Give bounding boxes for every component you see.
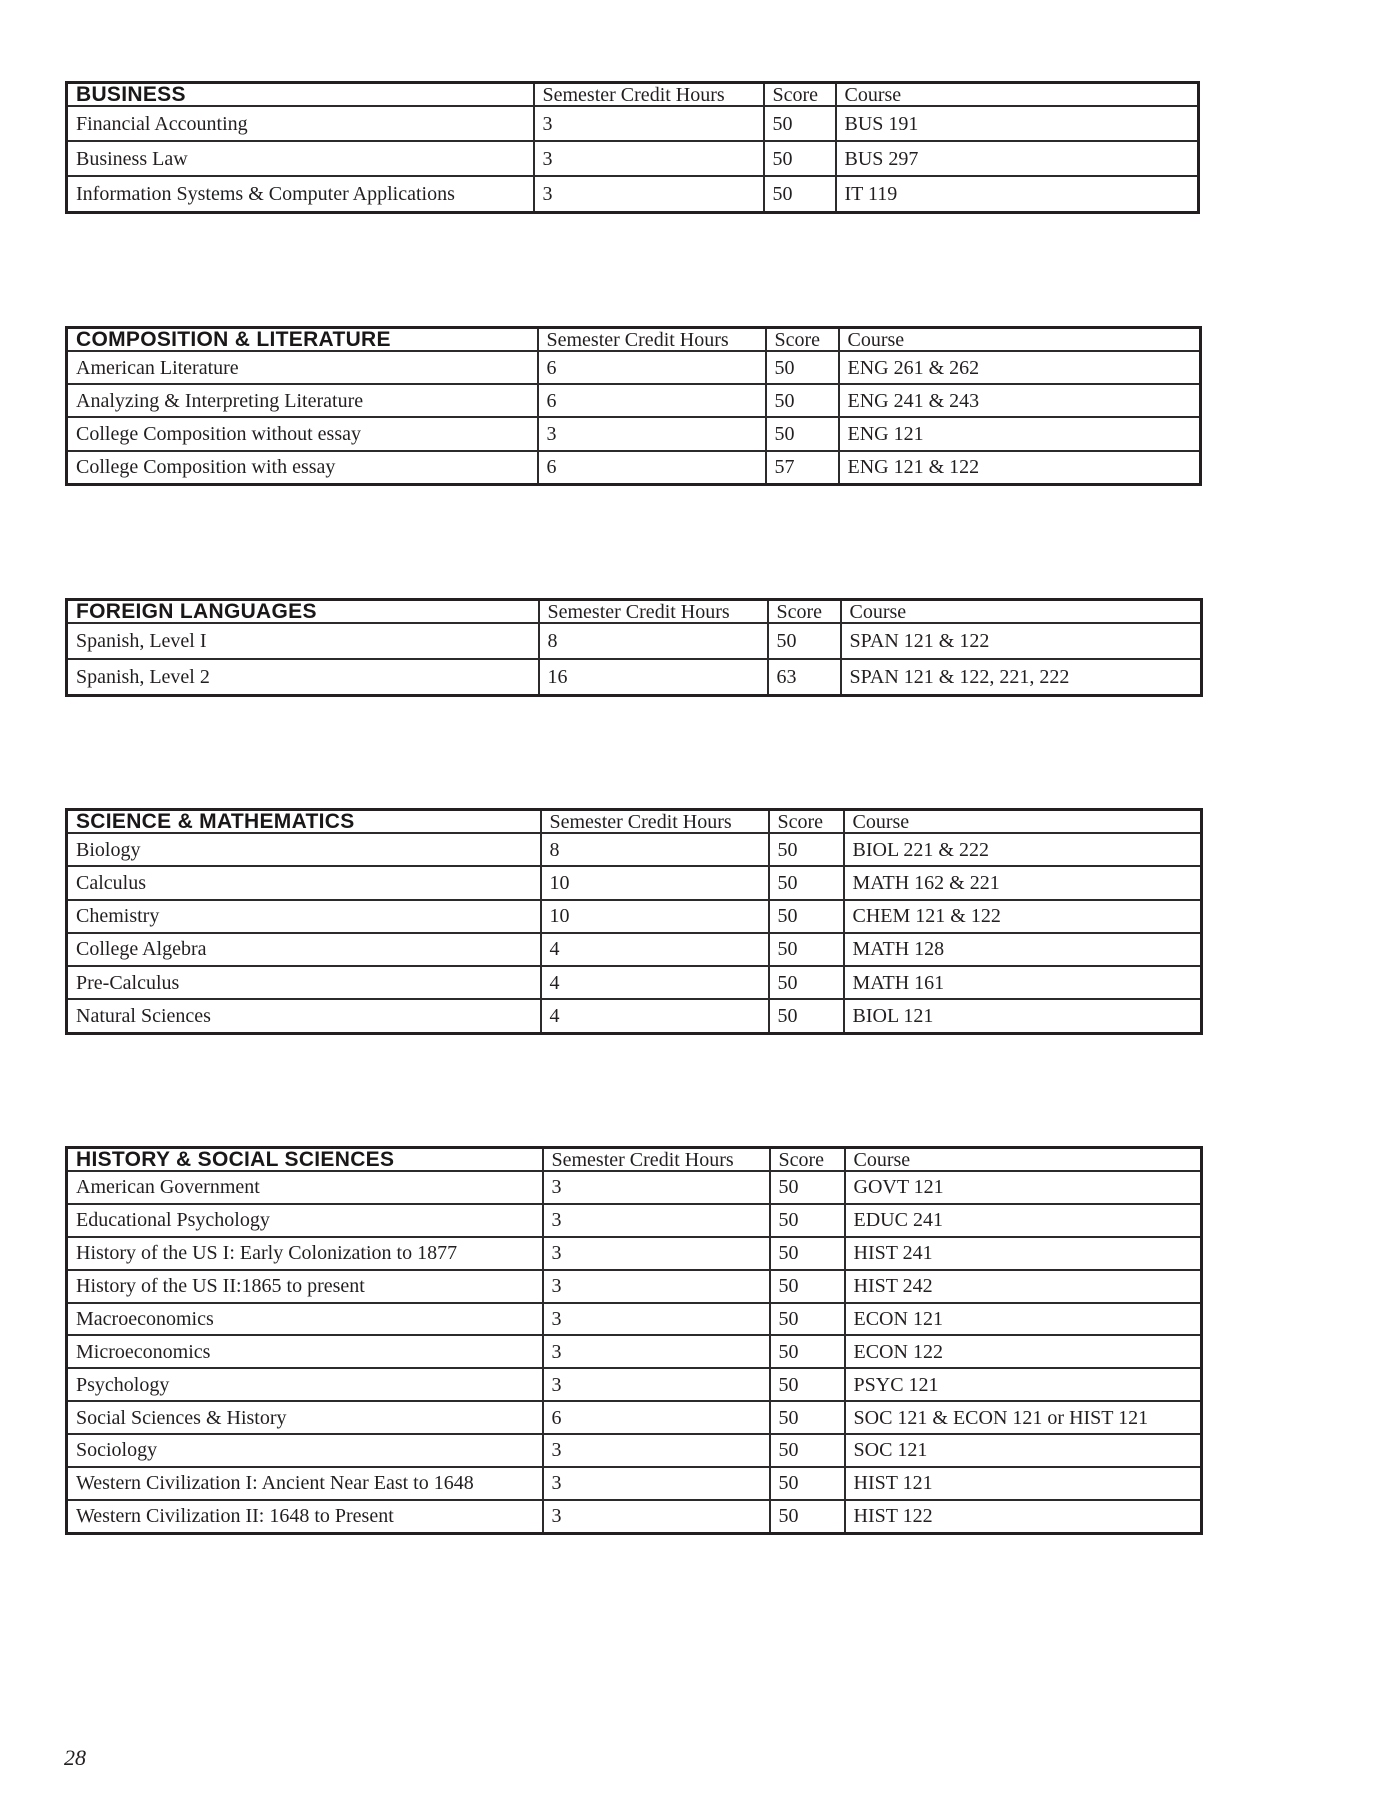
credit-hours-cell: 4	[541, 933, 769, 966]
section-table-foreign-languages	[65, 598, 1203, 697]
table-row	[67, 999, 1202, 1033]
table-row	[67, 1401, 1202, 1434]
course-cell: BUS 191	[836, 106, 1199, 141]
exam-name-cell: Microeconomics	[67, 1335, 543, 1368]
table-row	[67, 1434, 1202, 1467]
course-cell: ENG 121 & 122	[839, 451, 1201, 485]
course-cell: IT 119	[836, 176, 1199, 212]
score-cell: 50	[766, 417, 839, 450]
exam-name-cell: Social Sciences & History	[67, 1401, 543, 1434]
score-cell: 50	[770, 1335, 845, 1368]
table-header-row	[67, 83, 1199, 107]
score-cell: 50	[769, 900, 844, 933]
column-header-credit-hours: Semester Credit Hours	[534, 83, 764, 107]
credit-hours-cell: 10	[541, 866, 769, 899]
credit-hours-cell: 3	[543, 1434, 770, 1467]
section-title: SCIENCE & MATHEMATICS	[67, 810, 541, 834]
credit-hours-cell: 3	[543, 1368, 770, 1401]
score-cell: 50	[769, 833, 844, 866]
score-cell: 50	[770, 1270, 845, 1303]
credit-hours-cell: 8	[541, 833, 769, 866]
column-header-score: Score	[769, 810, 844, 834]
exam-name-cell: Pre-Calculus	[67, 966, 541, 999]
section-title: HISTORY & SOCIAL SCIENCES	[67, 1148, 543, 1172]
exam-name-cell: College Algebra	[67, 933, 541, 966]
table-row	[67, 1204, 1202, 1237]
exam-name-cell: Natural Sciences	[67, 999, 541, 1033]
column-header-course: Course	[844, 810, 1202, 834]
course-cell: MATH 162 & 221	[844, 866, 1202, 899]
course-cell: HIST 122	[845, 1500, 1202, 1534]
course-cell: SOC 121 & ECON 121 or HIST 121	[845, 1401, 1202, 1434]
course-cell: BUS 297	[836, 141, 1199, 176]
course-cell: ENG 261 & 262	[839, 351, 1201, 384]
exam-name-cell: History of the US I: Early Colonization to 1877	[67, 1237, 543, 1270]
score-cell: 50	[770, 1204, 845, 1237]
table-row	[67, 384, 1201, 417]
exam-name-cell: American Government	[67, 1171, 543, 1204]
score-cell: 50	[766, 351, 839, 384]
credit-hours-cell: 6	[543, 1401, 770, 1434]
score-cell: 50	[770, 1303, 845, 1336]
table-row	[67, 176, 1199, 212]
table-row	[67, 1303, 1202, 1336]
course-cell: SPAN 121 & 122, 221, 222	[841, 659, 1202, 696]
table-row	[67, 623, 1202, 659]
exam-name-cell: Educational Psychology	[67, 1204, 543, 1237]
section-table-composition-literature	[65, 326, 1202, 486]
score-cell: 50	[770, 1237, 845, 1270]
course-cell: CHEM 121 & 122	[844, 900, 1202, 933]
exam-name-cell: Macroeconomics	[67, 1303, 543, 1336]
table-header-row	[67, 810, 1202, 834]
table-header-row	[67, 1148, 1202, 1172]
credit-hours-cell: 3	[543, 1171, 770, 1204]
section-table-history-social-sciences	[65, 1146, 1203, 1535]
column-header-score: Score	[764, 83, 836, 107]
table-row	[67, 1335, 1202, 1368]
credit-hours-cell: 3	[543, 1204, 770, 1237]
score-cell: 50	[764, 176, 836, 212]
credit-hours-cell: 3	[543, 1270, 770, 1303]
course-cell: ENG 241 & 243	[839, 384, 1201, 417]
exam-name-cell: Analyzing & Interpreting Literature	[67, 384, 538, 417]
table-row	[67, 1467, 1202, 1500]
credit-hours-cell: 3	[543, 1303, 770, 1336]
section-title: BUSINESS	[67, 83, 534, 107]
credit-hours-cell: 3	[534, 176, 764, 212]
score-cell: 50	[770, 1171, 845, 1204]
credit-hours-cell: 4	[541, 966, 769, 999]
section-title: FOREIGN LANGUAGES	[67, 600, 539, 624]
course-cell: MATH 161	[844, 966, 1202, 999]
course-cell: ENG 121	[839, 417, 1201, 450]
score-cell: 50	[769, 866, 844, 899]
credit-hours-cell: 4	[541, 999, 769, 1033]
table-header-row	[67, 600, 1202, 624]
exam-name-cell: Biology	[67, 833, 541, 866]
column-header-course: Course	[841, 600, 1202, 624]
table-row	[67, 417, 1201, 450]
table-row	[67, 933, 1202, 966]
exam-name-cell: Spanish, Level I	[67, 623, 539, 659]
credit-hours-cell: 16	[539, 659, 768, 696]
page-number: 28	[64, 1745, 86, 1770]
score-cell: 57	[766, 451, 839, 485]
score-cell: 50	[769, 966, 844, 999]
credit-hours-cell: 3	[543, 1237, 770, 1270]
table-row	[67, 351, 1201, 384]
exam-name-cell: Business Law	[67, 141, 534, 176]
table-row	[67, 966, 1202, 999]
course-cell: HIST 121	[845, 1467, 1202, 1500]
table-row	[67, 1237, 1202, 1270]
column-header-credit-hours: Semester Credit Hours	[543, 1148, 770, 1172]
section-table-science-mathematics	[65, 808, 1203, 1035]
score-cell: 50	[764, 141, 836, 176]
table-row	[67, 451, 1201, 485]
course-cell: MATH 128	[844, 933, 1202, 966]
table-row	[67, 833, 1202, 866]
score-cell: 50	[769, 999, 844, 1033]
course-cell: SPAN 121 & 122	[841, 623, 1202, 659]
credit-hours-cell: 6	[538, 351, 766, 384]
score-cell: 50	[770, 1368, 845, 1401]
exam-name-cell: Western Civilization II: 1648 to Present	[67, 1500, 543, 1534]
table-row	[67, 1368, 1202, 1401]
column-header-score: Score	[766, 328, 839, 352]
score-cell: 50	[764, 106, 836, 141]
credit-hours-cell: 3	[538, 417, 766, 450]
table-row	[67, 141, 1199, 176]
column-header-credit-hours: Semester Credit Hours	[539, 600, 768, 624]
score-cell: 50	[770, 1467, 845, 1500]
course-cell: BIOL 221 & 222	[844, 833, 1202, 866]
table-row	[67, 866, 1202, 899]
score-cell: 63	[768, 659, 841, 696]
section-title: COMPOSITION & LITERATURE	[67, 328, 538, 352]
course-cell: BIOL 121	[844, 999, 1202, 1033]
course-cell: GOVT 121	[845, 1171, 1202, 1204]
table-row	[67, 1500, 1202, 1534]
exam-name-cell: Sociology	[67, 1434, 543, 1467]
column-header-score: Score	[768, 600, 841, 624]
exam-name-cell: Information Systems & Computer Applications	[67, 176, 534, 212]
score-cell: 50	[768, 623, 841, 659]
table-row	[67, 659, 1202, 696]
score-cell: 50	[770, 1401, 845, 1434]
credit-hours-cell: 6	[538, 384, 766, 417]
section-table-business	[65, 81, 1200, 214]
exam-name-cell: Chemistry	[67, 900, 541, 933]
credit-hours-cell: 3	[543, 1467, 770, 1500]
table-row	[67, 1171, 1202, 1204]
score-cell: 50	[770, 1434, 845, 1467]
exam-name-cell: Calculus	[67, 866, 541, 899]
column-header-credit-hours: Semester Credit Hours	[538, 328, 766, 352]
table-header-row	[67, 328, 1201, 352]
credit-hours-cell: 6	[538, 451, 766, 485]
column-header-course: Course	[839, 328, 1201, 352]
course-cell: HIST 242	[845, 1270, 1202, 1303]
credit-hours-cell: 8	[539, 623, 768, 659]
column-header-score: Score	[770, 1148, 845, 1172]
credit-hours-cell: 3	[534, 141, 764, 176]
exam-name-cell: American Literature	[67, 351, 538, 384]
column-header-course: Course	[836, 83, 1199, 107]
exam-name-cell: Financial Accounting	[67, 106, 534, 141]
exam-name-cell: Psychology	[67, 1368, 543, 1401]
credit-hours-cell: 3	[534, 106, 764, 141]
exam-name-cell: College Composition without essay	[67, 417, 538, 450]
course-cell: HIST 241	[845, 1237, 1202, 1270]
credit-hours-cell: 3	[543, 1500, 770, 1534]
column-header-course: Course	[845, 1148, 1202, 1172]
score-cell: 50	[766, 384, 839, 417]
course-cell: SOC 121	[845, 1434, 1202, 1467]
score-cell: 50	[769, 933, 844, 966]
course-cell: PSYC 121	[845, 1368, 1202, 1401]
course-cell: EDUC 241	[845, 1204, 1202, 1237]
table-row	[67, 900, 1202, 933]
course-cell: ECON 122	[845, 1335, 1202, 1368]
column-header-credit-hours: Semester Credit Hours	[541, 810, 769, 834]
table-row	[67, 1270, 1202, 1303]
table-row	[67, 106, 1199, 141]
score-cell: 50	[770, 1500, 845, 1534]
exam-name-cell: Western Civilization I: Ancient Near East to 1648	[67, 1467, 543, 1500]
exam-name-cell: History of the US II:1865 to present	[67, 1270, 543, 1303]
course-cell: ECON 121	[845, 1303, 1202, 1336]
credit-hours-cell: 3	[543, 1335, 770, 1368]
exam-name-cell: Spanish, Level 2	[67, 659, 539, 696]
exam-name-cell: College Composition with essay	[67, 451, 538, 485]
credit-hours-cell: 10	[541, 900, 769, 933]
